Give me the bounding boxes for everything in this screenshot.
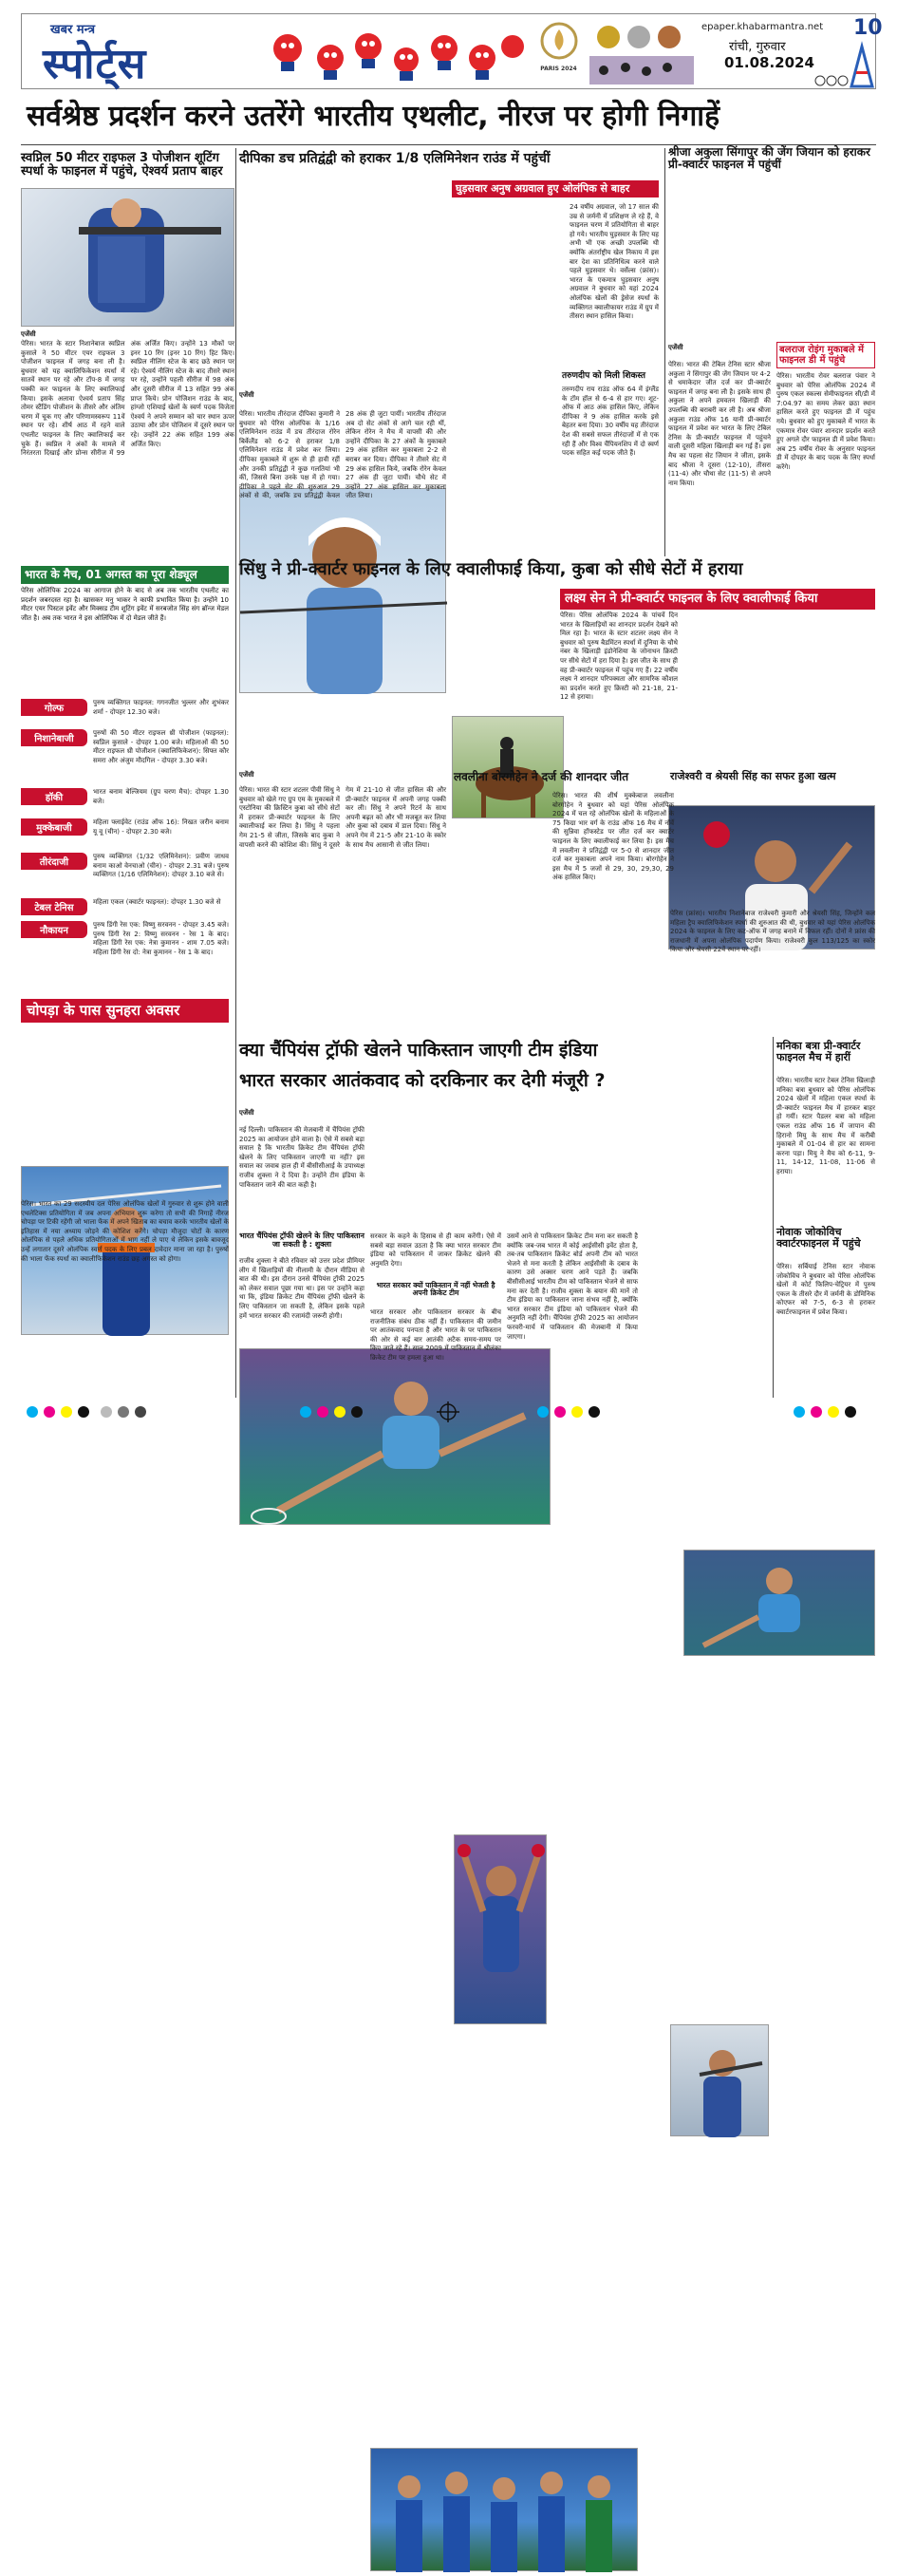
schedule-row-shooting <box>21 729 229 784</box>
cricket-quote: भारत चैंपियंस ट्रॉफी खेलने के लिए पाकिस्तान जा सकती है : शुक्ला <box>239 1232 364 1249</box>
issue-date: 01.08.2024 <box>724 54 814 71</box>
rajeshwari-headline: राजेश्वरी व श्रेयसी सिंह का सफर हुआ खत्म <box>670 770 836 782</box>
schedule-row-boxing <box>21 818 229 849</box>
schedule-row-hockey <box>21 788 229 815</box>
brand-big: स्पोर्ट्स <box>43 40 147 88</box>
deepika-headline: दीपिका डच प्रतिद्वंद्वी को हराकर 1/8 एलिमिनेशन राउंड में पहुंचीं <box>239 151 551 166</box>
masthead <box>21 13 883 89</box>
cricket-body-4: भारत सरकार और पाकिस्तान सरकार के बीच राजनीतिक संबंध ठीक नहीं हैं। पाकिस्तान की जमीन पर आतंकवाद पनपता है और भारत के पर पाकिस्तान की ओर से कई बार आतंकी अटैक समय-समय पर किए जाते रहे हैं। साल 2009 में पाकिस्तान में श्रीलंका क्रिकेट टीम पर हमला हुआ था। <box>370 1308 501 1362</box>
registration-dots <box>21 1401 876 1422</box>
cricket-body-3: सरकार के कहने के हिसाब से ही काम करेंगी। ऐसे में सबसे बड़ा सवाल उठता है कि क्या भारत सरकार टीम इंडिया को पाकिस्तान में जाकर क्रिकेट खेलने की अनुमति देगा। <box>370 1232 501 1268</box>
sport-details: पुरुष व्यक्तिगत फाइनल: गगनजीत भुल्लर और शुभंकर शर्मा - दोपहर 12.30 बजे। <box>93 699 229 716</box>
sport-details: पुरुष व्यक्तिगत (1/32 एलिमिनेशन): प्रवीण जाधव बनाम काओ वेनचाओ (चीन) - दोपहर 2.31 बजे। पुरुष व्यक्तिगत (1/16 एलिमिनेशन): दोपहर 3.10 बजे से। <box>93 853 229 879</box>
anush-body: 24 वर्षीय अग्रवाल, जो 17 साल की उम्र से जर्मनी में प्रशिक्षण ले रहे हैं, वे फाइनल चरण में प्रतियोगिता से बाहर हो गये। भारतीय घुड़सवार के लिए यह अभी भी एक अच्छी उपलब्धि थी क्योंकि अंतर्राष्ट्रीय खेल निकाय में इस बार देश का प्रतिनिधित्व करने वाले पहले घुड़सवार थे। वर्सेल्स (फ्रांस)। भारत के एकमात्र घुड़सवार अनुष अग्रवाल ने बुधवार को यहां 2024 ओलंपिक खेलों की ड्रेसेज स्पर्धा के व्यक्तिगत क्वालीफायर राउंड में ग्रुप में तीसरा स्थान हासिल किया। <box>570 203 659 321</box>
anush-headline: घुड़सवार अनुष अग्रवाल हुए ओलंपिक से बाहर <box>452 180 659 197</box>
lovlina-headline: लवलीना बोरगोहेन ने दर्ज की शानदार जीत <box>454 770 629 783</box>
novak-headline: नोवाक जोकोविच क्वार्टरफाइनल में पहुंचे <box>776 1226 861 1250</box>
sport-label: निशानेबाजी <box>21 729 87 746</box>
schedule-intro: पेरिस ओलिंपिक 2024 का आगाज होने के बाद से अब तक भारतीय एथलीट का प्रदर्शन जबरदस्त रहा है। खासकर मनु भाकर ने काफी प्रभावित किया है। उन्होंने 10 मीटर एयर पिस्टल इवेंट और मिक्सड टीम शूटिंग इवेंट में सरबजोत सिंह संग ब्रॉन्ज मेडल जीत है। अब तक भारत ने इस ओलिंपिक में दो मेडल जीते हैं। <box>21 587 229 622</box>
lakshya-photo <box>683 1550 875 1656</box>
lovlina-body: पेरिस। भारत की शीर्ष मुक्केबाज लवलीना बोरगोहेन ने बुधवार को यहां पेरिस ओलंपिक 2024 में चल रहे ओलंपिक खेलों के महिलाओं के 75 किग्रा भार वर्ग के राउंड ऑफ 16 मैच में नॉर्वे की सुन्निवा हॉफस्टेड पर जीत दर्ज कर क्वार्टर फाइनल के लिए क्वालीफाई कर लिया है। इस मैच में लवलीना ने प्रतिद्वंद्वी पर 5-0 से शानदार जीत दर्ज कर मुकाबला अपने नाम किया। बोरगोहेन ने इस मैच में 5 जजों से 29, 30, 29,30, 29 अंक हासिल किए। <box>552 792 674 882</box>
sport-label: गोल्फ <box>21 699 87 716</box>
sport-details: पुरुष डिंगी रेस एक: विष्णु सरवनन - दोपहर 3.45 बजे। पुरुष डिंगी रेस 2: विष्णु सरवनन - रेस 1 के बाद। महिला डिंगी रेस एक: नेत्रा कुमानन - शाम 7.05 बजे। महिला डिंगी रेस दो: नेत्रा कुमानन - रेस 1 के बाद। <box>93 921 229 956</box>
lakshya-body: पेरिस। पेरिस ओलंपिक 2024 के पांचवें दिन भारत के खिलाड़ियों का शानदार प्रदर्शन देखने को मिल रहा है। भारत के स्टार शटलर लक्ष्य सेन ने बुधवार को पुरुष बैडमिंटन स्पर्धा में दुनिया के चौथे नंबर के खिलाड़ी इंडोनेशिया के जोनाथन क्रिस्टी पर सीधे सेटों में हरा दिया है। इस जीत के साथ ही वह प्री-क्वार्टर फाइनल में पहुंच गए हैं। 22 वर्षीय लक्ष्य ने शानदार परिपक्वता और सामरिक कौशल का प्रदर्शन करते हुए क्रिस्टी को 21-18, 21-12 से हराया। <box>560 611 678 702</box>
boxer-illustration <box>455 1835 548 2025</box>
cricket-headline-2: भारत सरकार आतंकवाद को दरकिनार कर देगी मंजूरी ? <box>239 1070 606 1091</box>
sport-label: मुक्केबाजी <box>21 818 87 836</box>
manika-body: पेरिस। भारतीय स्टार टेबल टेनिस खिलाड़ी मनिका बत्रा बुधवार को पेरिस ओलंपिक 2024 खेलों में महिला एकल स्पर्धा के प्री-क्वार्टर फाइनल मैच में हारकर बाहर हो गयीं। स्टार पैडलर बत्रा को महिला एकल राउंड ऑफ 16 में जापान की हिरानो मियु के साथ मैच में करीबी मुकाबले में 01-04 से हार का सामना करना पड़ा। मियु ने मैच को 6-11, 9-11, 14-12, 11-08, 11-06 से हराया। <box>776 1077 875 1175</box>
masthead-logo <box>22 14 240 90</box>
brand-small: खबर मन्त्र <box>50 23 96 37</box>
cricket-agency: एजेंसी <box>239 1109 254 1117</box>
cricket-body-6 <box>644 1103 771 1394</box>
chopra-headline: चोपड़ा के पास सुनहरा अवसर <box>21 999 229 1023</box>
sreeja-body: पेरिस। भारत की टेबिल टेनिस स्टार श्रीजा अकुला ने सिंगापुर की जेंग जियान पर 4-2 से धमाकेदार जीत दर्ज कर प्री-क्वार्टर फाइनल में जगह बना ली है। इसके साथ ही अकुला ने अपने हमवतन खिलाड़ी की उपलब्धि की बराबरी कर ली है। अब श्रीजा अकुला राउंड ऑफ 16 यानी प्री-क्वार्टर फाइनल में प्रवेश कर भारत के लिए टेबिल टेनिस के प्री-क्वार्टर फाइनल में पहुंचने वाली दूसरी महिला खिलाड़ी बन गई हैं। इस मैच का पहला सेट जियान ने जीता, इसके बाद श्रीजा ने दूसरा (12-10), तीसरा (11-4) और चौथा सेट (11-5) से अपने नाम किया। <box>668 361 771 487</box>
sport-label: टेबल टेनिस <box>21 898 87 915</box>
cricket-body-2: राजीव शुक्ला ने बीते रविवार को उत्तर प्रदेश प्रीमियर लीग में खिलाड़ियों की नीलामी के दौरान मीडिया से बात की थी। इस दौरान उनसे चैंपियंस ट्रॉफी 2025 को लेकर सवाल पूछा गया था। इस पर उन्होंने कहा था कि, इंडिया क्रिकेट टीम चैंपियंस ट्रॉफी खेलने के लिए पाकिस्तान जा सकती है, लेकिन इसके पहले हमें भारत सरकार की रजामंदी जरूरी होगी। <box>239 1257 364 1320</box>
schedule-list <box>21 699 229 974</box>
column-rule <box>235 148 236 1398</box>
sport-details: महिला एकल (क्वार्टर फाइनल): दोपहर 1.30 बजे से <box>93 898 221 906</box>
swapnil-agency: एजेंसी <box>21 330 36 338</box>
rajeshwari-body: पेरिस (फ्रांस)। भारतीय निशानेबाज राजेश्वरी कुमारी और श्रेयसी सिंह, जिन्होंने कल महिला ट्रैप क्वालिफिकेशन स्पर्धा की शुरुआत की थी, बुधवार को यहां पेरिस ओलंपिक 2024 के फाइनल के लिए कट-ऑफ में जगह बनाने में विफल रहीं। दोनों ने फ्रांस की राजधानी में अपना ओलंपिक पदार्पण किया। राजेश्वरी कुल 113/125 का स्कोर किया और श्रेयसी 22वें स्थान पर रहीं। <box>670 910 875 954</box>
sport-label: तीरंदाजी <box>21 853 87 870</box>
schedule-row-sailing <box>21 921 229 974</box>
page-number-art <box>850 45 874 86</box>
tarundeep-body: तरुणदीप राय राउंड ऑफ 64 में इंग्लैंड के टॉम हॉल से 6-4 से हार गए। शूट-ऑफ में आठ अंक हासिल किए, लेकिन दीपिका ने 9 अंक हासिल करके इसे बेहतर बना दिया। 30 वर्षीय यह तीरंदाज देश की सबसे सफल तीरंदाजों में से एक रही हैं और विश्व चैंपियनशिप में दो स्वर्ण पदक सहित कई पदक जीते हैं। <box>562 385 659 458</box>
place-day: रांची, गुरुवार <box>729 40 786 54</box>
novak-body: पेरिस। सर्बियाई टेनिस स्टार नोवाक जोकोविच ने बुधवार को पेरिस ओलंपिक खेलों में कोर्ट फिलिप-चेट्रियर में पुरुष एकल के तीसरे दौर में जर्मनी के डोमिनिक कोएफर को 7-5, 6-3 से हराकर क्वार्टरफाइनल में प्रवेश किया। <box>776 1263 876 1316</box>
cricket-quote-2: भारत सरकार क्यों पाकिस्तान में नहीं भेजती है अपनी क्रिकेट टीम <box>376 1281 495 1298</box>
sport-label: नौकायन <box>21 921 87 938</box>
deepika-agency: एजेंसी <box>239 391 254 399</box>
cricket-body-5: उसमें आने से पाकिस्तान क्रिकेट टीम मना कर सकती है क्योंकि जब-जब भारत में कोई आईसीसी इवेंट होता है, तब-तब पाकिस्तान क्रिकेट बोर्ड अपनी टीम को भारत भेजने से मना करती है लेकिन आईसीसी के दबाव के कारण उसे अक्सर चरण आने पड़ते हैं। जबकि बीसीसीआई भारतीय टीम को पाकिस्तान भेजने से साफ मना कर देती है। राजीव शुक्ला के बयान की मानें तो टीम इंडिया का पाकिस्तान जाना संभव नहीं है, क्योंकि भारत सरकार टीम इंडिया को पाकिस्तान भेजने की अनुमति नहीं देगी। चैंपियंस ट्रॉफी 2025 का आयोजन फरवरी-मार्च में पाकिस्तान की मेजबानी में किया जाएगा। <box>507 1232 638 1341</box>
cricket-body-1: नई दिल्ली। पाकिस्तान की मेजबानी में चैंपियंस ट्रॉफी 2025 का आयोजन होने वाला है। ऐसे में सबसे बड़ा सवाल है कि भारतीय क्रिकेट टीम चैंपियंस ट्रॉफी खेलने के लिए पाकिस्तान जाएगी या नहीं? इस सवाल का जवाब हाल ही में बीसीसीआई के उपाध्यक्ष राजीव शुक्ला ने दे दिया है। उन्होंने टीम इंडिया के पाकिस्तान जाने की बात कही है। <box>239 1126 364 1189</box>
balraj-headline: बलराज रोइंग मुकाबले में फाइनल डी में पहुंचे <box>776 342 875 368</box>
swapnil-headline: स्वप्निल 50 मीटर राइफल 3 पोजीशन शूटिंग स्पर्धा के फाइनल में पहुंचे, ऐश्वर्य प्रताप बाहर <box>21 151 223 179</box>
website-url[interactable]: epaper.khabarmantra.net <box>701 22 824 32</box>
sindhu-body: पेरिस। भारत की स्टार शटलर पीवी सिंधु ने बुधवार को खेले गए ग्रुप एम के मुकाबले में एस्टोनिया की क्रिस्टिन कुबा को सीधे सेटों में हराकर प्री-क्वार्टर फाइनल के लिए क्वालीफाई कर लिया है। सिंधु ने पहला गेम 21-5 से जीता, जिसके बाद कुबा ने वापसी करने की कोशिश की। सिंधु ने दूसरे गेम में 21-10 से जीत हासिल की और प्री-क्वार्टर फाइनल में अपनी जगह पक्की कर ली। सिंधु ने अपने रिटर्न के साथ अपनी बढ़त को और भी मजबूत कर लिया और कुबा को दबाव में डाल दिया। सिंधु ने अपने गेम में 21-5 और 21-10 के स्कोर के साथ मैच आसानी से जीत लिया। <box>239 786 446 849</box>
medals-strip <box>589 18 694 86</box>
sport-details: पुरुषों की 50 मीटर राइफल थ्री पोजीशन (फाइनल): स्वप्निल कुसाले - दोपहर 1.00 बजे। महिलाओं की 50 मीटर राइफल थ्री पोजीशन (क्वालिफिकेशन): सिफ्त कौर समरा और अंजुम मौदगिल - दोपहर 3.30 बजे। <box>93 729 229 764</box>
column-rule <box>664 148 665 556</box>
deepika-body: पेरिस। भारतीय तीरंदाज दीपिका कुमारी ने बुधवार को पेरिस ओलंपिक के 1/16 एलिमिनेशन राउंड में डच तीरंदाज रोरेन बिर्केलैंड को 6-2 से हराकर 1/8 एलिमिनेशन राउंड में प्रवेश कर लिया। दीपिका मुकाबले में शुरू से ही हावी रहीं और उनकी प्रतिद्वंद्वी ने कुछ गलतियां भी कीं, जिससे बिना उनके पक्ष में हो गया। दीपिका ने पहले सेट की शुरुआत 29 अंकों से की, जबकि डच प्रतिद्वंद्वी केवल 28 अंक ही जुटा पायीं। भारतीय तीरंदाज अब दो सेट अंकों से आगे चल रही थीं, लेकिन रोरेन ने मैच में वापसी की और उन्होंने दीपिका के 27 अंकों के मुकाबले 29 अंक हासिल कर मुकाबला 2-2 से बराबर कर दिया। दीपिका ने तीसरे सेट में 29 अंक हासिल किये, जबकि रोरेन केवल 27 अंक ही जुटा पायीं। चौथे सेट में उन्होंने 27 अंक हासिल कर मुकाबला जीत लिया। <box>239 410 446 500</box>
sreeja-agency: एजेंसी <box>668 344 683 351</box>
schedule-headline: भारत के मैच, 01 अगस्त का पूरा शेड्यूल <box>21 566 229 584</box>
swapnil-body: पेरिस। भारत के स्टार निशानेबाज स्वप्निल कुसाले ने 50 मीटर एयर राइफल 3 पोजीशन फाइनल में जगह बना ली है। बुधवार को यह क्वालिफिकेशन स्पर्धा में सातवें स्थान पर रहे और टॉप-8 में जगह पक्की कर फाइनल के लिए क्वालिफाई किया। इसके अलावा ऐश्वर्य प्रताप सिंह तोमर स्टैंडिंग पोजीशन के तीसरे और अंतिम चरण में चूक गए और परिणामस्वरूप 11वें स्थान पर रहे। शीर्ष आठ में रहने वाले एथलीट फाइनल के लिए क्वालिफाई कर चुके हैं। स्वप्निल ने अंकों के मामले में निरंतरता दिखाई और प्रोन्स सीरीज में 99 अंक अर्जित किए। उन्होंने 13 मौकों पर इनर 10 रिंग (इनर 10 रिंग) हिट किए। स्वप्निल नीलिंग स्टेज के बाद छठे स्थान पर रहे। ऐश्वर्य नीलिंग स्टेज के बाद तीसरे स्थान पर रहे, उन्होंने पहली सीरीज में 98 अंक और दूसरी सीरीज में 13 सहित 99 अंक प्राप्त किये। प्रोन पोजिशन राउंड के बाद, हांग्जो एशियाई खेलों के स्वर्ण पदक विजेता ऐश्वर्य ने अपने सम्मान को चार स्थान ऊपर उठाया और प्रोन पोजिशन में दूसरे स्थान पर रहे। उन्होंने 22 अंक सहित 199 अंक अर्जित किए। <box>21 340 234 458</box>
main-headline: सर्वश्रेष्ठ प्रदर्शन करने उतरेंगे भारतीय एथलीट, नीरज पर होगी निगाहें <box>27 100 719 133</box>
mascot-strip <box>264 20 530 86</box>
chopra-body: पेरिस। भारत का 29 सदस्यीय दल पेरिस ओलंपिक खेलों में गुरुवार से शुरू होने वाली एथलेटिक्स प्रतियोगिता में जब अपना अभियान शुरू करेगा तो सभी की निगाहें नीरज चोपड़ा पर टिकी रहेंगी जो भाला फेंक में अपने खिताब का बचाव करके भारतीय खेलों के इतिहास में नया अध्याय जोड़ने की कोशिश करेंगे। चोपड़ा मौजूदा चोटों के कारण ओलंपिक से पहले अधिक प्रतियोगिताओं में भाग नहीं ले पाए थे लेकिन इसके बावजूद उन्हें लगातार दूसरे ओलंपिक स्वर्ण पदक के लिए प्रबल दावेदार माना जा रहा है। पुरुषों की भाला फेंक स्पर्धा का क्वालीफिकेशन राउंड छह अगस्त को होगा। <box>21 1200 229 1263</box>
sport-label: हॉकी <box>21 788 87 805</box>
balraj-body: पेरिस। भारतीय रोवर बलराज पंवार ने बुधवार को पेरिस ओलंपिक 2024 में पुरुष एकल स्कल्स सेमीफाइनल सी/डी में 7:04.97 का समय लेकर छठा स्थान हासिल करते हुए फाइनल डी में पहुंच गये। बुधवार को हुए मुकाबले में भारत के एकमात्र रोवर पंवार शानदार प्रदर्शन करते हुए अगले दौर फाइनल डी में प्रवेश किया। अब 25 वर्षीय रोवर के अनुसार फाइनल डी में दोपहर के बाद पदक के लिए स्पर्धा करेंगे। <box>776 372 875 471</box>
sport-icons <box>814 73 850 86</box>
trap-shooter-illustration <box>671 2025 770 2137</box>
cricket-headline-1: क्या चैंपियंस ट्रॉफी खेलने पाकिस्तान जाएगी टीम इंडिया <box>239 1040 598 1061</box>
mascots-illustration <box>264 20 530 86</box>
page-number: 10 <box>853 16 883 40</box>
schedule-row-table-tennis <box>21 898 229 917</box>
manika-headline: मनिका बत्रा प्री-क्वार्टर फाइनल मैच में हारीं <box>776 1040 861 1064</box>
sindhu-agency: एजेंसी <box>239 771 254 779</box>
lakshya-headline: लक्ष्य सेन ने प्री-क्वार्टर फाइनल के लिए क्वालीफाई किया <box>560 589 875 610</box>
column-rule <box>773 1037 774 1398</box>
medals-icon <box>589 18 694 86</box>
rajeshwari-photo <box>670 2024 769 2136</box>
sreeja-headline: श्रीजा अकुला सिंगापुर की जेंग जियान को हराकर प्री-क्वार्टर फाइनल में पहुंचीं <box>668 145 870 172</box>
anush-photo <box>452 716 564 818</box>
lakshya-body-tail <box>560 724 875 765</box>
sport-details: भारत बनाम बेल्जियम (ग्रुप चरण मैच): दोपहर 1.30 बजे। <box>93 788 229 805</box>
sindhu-headline: सिंधु ने प्री-क्वार्टर फाइनल के लिए क्वालीफाई किया, कुबा को सीधे सेटों में हराया <box>239 559 743 579</box>
tarundeep-headline: तरुणदीप को मिली शिकस्त <box>562 371 646 381</box>
swapnil-photo <box>21 188 234 327</box>
olympic-flame-icon <box>538 20 580 62</box>
lovlina-photo <box>454 1834 547 2024</box>
section-rule <box>21 144 876 145</box>
badminton-player-2-illustration <box>684 1551 876 1657</box>
horse-rider-illustration <box>453 717 565 819</box>
paris-2024-logo <box>533 20 585 86</box>
sport-details: महिला फ्लाईवेट (राउंड ऑफ 16): निखत जरीन बनाम यू वू (चीन) - दोपहर 2.30 बजे। <box>93 818 229 836</box>
shooter-illustration <box>22 189 235 328</box>
cricket-team-illustration <box>371 2449 639 2572</box>
cricket-photo <box>370 2448 638 2571</box>
schedule-row-golf <box>21 699 229 725</box>
paris-2024-label: PARIS 2024 <box>540 66 577 72</box>
schedule-row-archery <box>21 853 229 894</box>
footer-strip <box>21 1401 876 1422</box>
